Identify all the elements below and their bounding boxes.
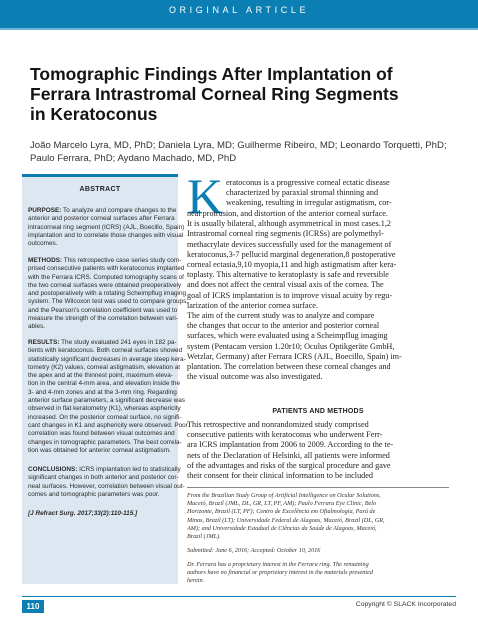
copyright: Copyright © SLACK Incorporated	[355, 601, 456, 608]
abstract-line: METHODS: This retrospective case series study com-	[28, 257, 182, 264]
author-line: João Marcelo Lyra, MD, PhD; Daniela Lyra, MD; Guilherme Ribeiro, MD; Leonardo Torquetti, PhD;	[30, 140, 447, 151]
article-title	[30, 64, 450, 124]
abstract-purpose: PURPOSE: To analyze and compare changes to the anterior and posterior corneal surfaces after Ferrara intracorneal ring segment (ICRS) (AJL, Boecillo, Spain) implantation and to correlate those changes with visual outcomes.	[28, 207, 185, 248]
citation: [J Refract Surg. 2017;33(2):110-115.]	[28, 510, 138, 517]
author-list	[30, 139, 460, 165]
intro-first-lines: eratoconus is a progressive corneal ectatic disease characterized by paraxial stromal thinning and weakening, resulting in irregular astigmatism, cor-	[226, 178, 392, 208]
affiliation-note: From the Brazilian Study Group of Artificial Intelligence on Ocular Solutions, Maceió, Brazil (JML, DL, GR, LT, PF, AM); Paulo Ferrara Eye Clinic, Belo Horizonte, Brazil (LT, PF); Centro de Excelência em Oftalmologia, Pará de Minas, Brazil (LT); Universidade Federal de Alagoas, Maceió, Brazil (DL, GR, AM); and Universidade Estadual de Ciências da Saúde de Alagoas, Maceió, Brazil (JML).	[187, 492, 385, 541]
abstract-line: PURPOSE: To analyze and compare changes to the	[28, 207, 177, 214]
abstract-methods: METHODS: This retrospective case series study com- prised consecutive patients with keratoconus implanted with the Ferrara ICRS. Computed tomography scans of the two corneal surfaces were obtained preoperatively and postoperatively with a rotating Scheimpflug imaging system. The Wilcoxon test was used to compare groups, and the Pearson’s correlation coefficient was used to measure the strength of the correlation between vari- ables.	[28, 257, 189, 331]
intro-text: neal protrusion, and distortion of the anterior corneal surface. It is usually bilateral, although asymmetrical in most cases.1,2 Intrastromal corneal ring segments (ICRSs) are polymethyl- methacrylate devices successfully used for the management of keratoconus,3-7 pellucid marginal degeneration,8 postoperative corneal ectasia,9,10 myopia,11 and high astigmatism after kera- toplasty. This alternative to keratoplasty is safe and reversible and does not affect the central visual axis of the cornea. The goal of ICRS implantation is to improve visual acuity by regu- larization of the anterior cornea surface. The aim of the current study was to analyze and compare the changes that occur to the anterior and posterior corneal surfaces, which were evaluated using a Scheimpflug imaging system (Pentacam version 1.20r10; Oculus Optikgeräte GmbH, Wetzlar, Germany) after Ferrara ICRS (AJL, Boecillo, Spain) im- plantation. The correlation between these corneal changes and the visual outcome was also investigated.	[187, 209, 402, 382]
title-line: Tomographic Findings After Implantation of	[30, 64, 393, 84]
drop-cap: K	[187, 168, 224, 224]
page-number: 110	[22, 600, 44, 613]
methods-label: METHODS:	[28, 257, 63, 264]
abstract-line: RESULTS: The study evaluated 241 eyes in 182 pa-	[28, 339, 177, 346]
abstract-conclusions: CONCLUSIONS: ICRS implantation led to statistically significant changes in both anterior and posterior cor- neal surfaces. However, correlation between visual out- comes and tomographic parameters was poor.	[28, 466, 185, 498]
footnote-divider	[187, 487, 449, 488]
dates-note: Submitted: June 6, 2016; Accepted: October 10, 2016	[187, 547, 321, 554]
header-rule	[0, 28, 478, 30]
abstract-heading: ABSTRACT	[79, 186, 121, 193]
abstract-results: RESULTS: The study evaluated 241 eyes in 182 pa- tients with keratoconus. Both corneal surfaces showed statistically significant decreases in average steep kera- tometry (K2) values, corneal astigmatism, elevation at the apex and at the thinnest point, maximum eleva- tion in the central 4-mm area, and elevation inside the 3- and 4-mm zones and at the 3-mm ring. Regarding anterior surface parameters, a significant decrease was observed in flat keratometry (K1), whereas asphericity increased. On the posterior corneal surface, no signifi- cant changes in K1 and asphericity were observed. Poor correlation was found between visual outcomes and changes in tomographic parameters. The best correla- tion was obtained for anterior corneal astigmatism.	[28, 339, 188, 454]
purpose-label: PURPOSE:	[28, 207, 62, 214]
conclusions-label: CONCLUSIONS:	[28, 466, 78, 473]
disclosure-note: Dr. Ferrara has a proprietary interest in the Ferrara ring. The remaining authors have no financial or proprietary interest in the materials presented herein.	[187, 561, 373, 585]
section-label: ORIGINAL ARTICLE	[168, 5, 310, 15]
results-label: RESULTS:	[28, 339, 60, 346]
author-line: Paulo Ferrara, PhD; Aydano Machado, MD, PhD	[30, 153, 237, 164]
section-heading: PATIENTS AND METHODS	[272, 408, 364, 415]
methods-text: This retrospective and nonrandomized study comprised consecutive patients with keratoconus who underwent Ferr- ara ICRS implantation from 2006 to 2009. According to the te- nets of the Declaration of Helsinki, all patients were informed of the advantages and risks of the surgical procedure and gave their consent for their clinical information to be included	[187, 420, 394, 481]
title-line: in Keratoconus	[30, 104, 158, 124]
title-line: Ferrara Intrastromal Corneal Ring Segments	[30, 84, 399, 104]
footer-rule	[22, 596, 456, 597]
abstract-line: CONCLUSIONS: ICRS implantation led to statistically	[28, 466, 181, 473]
